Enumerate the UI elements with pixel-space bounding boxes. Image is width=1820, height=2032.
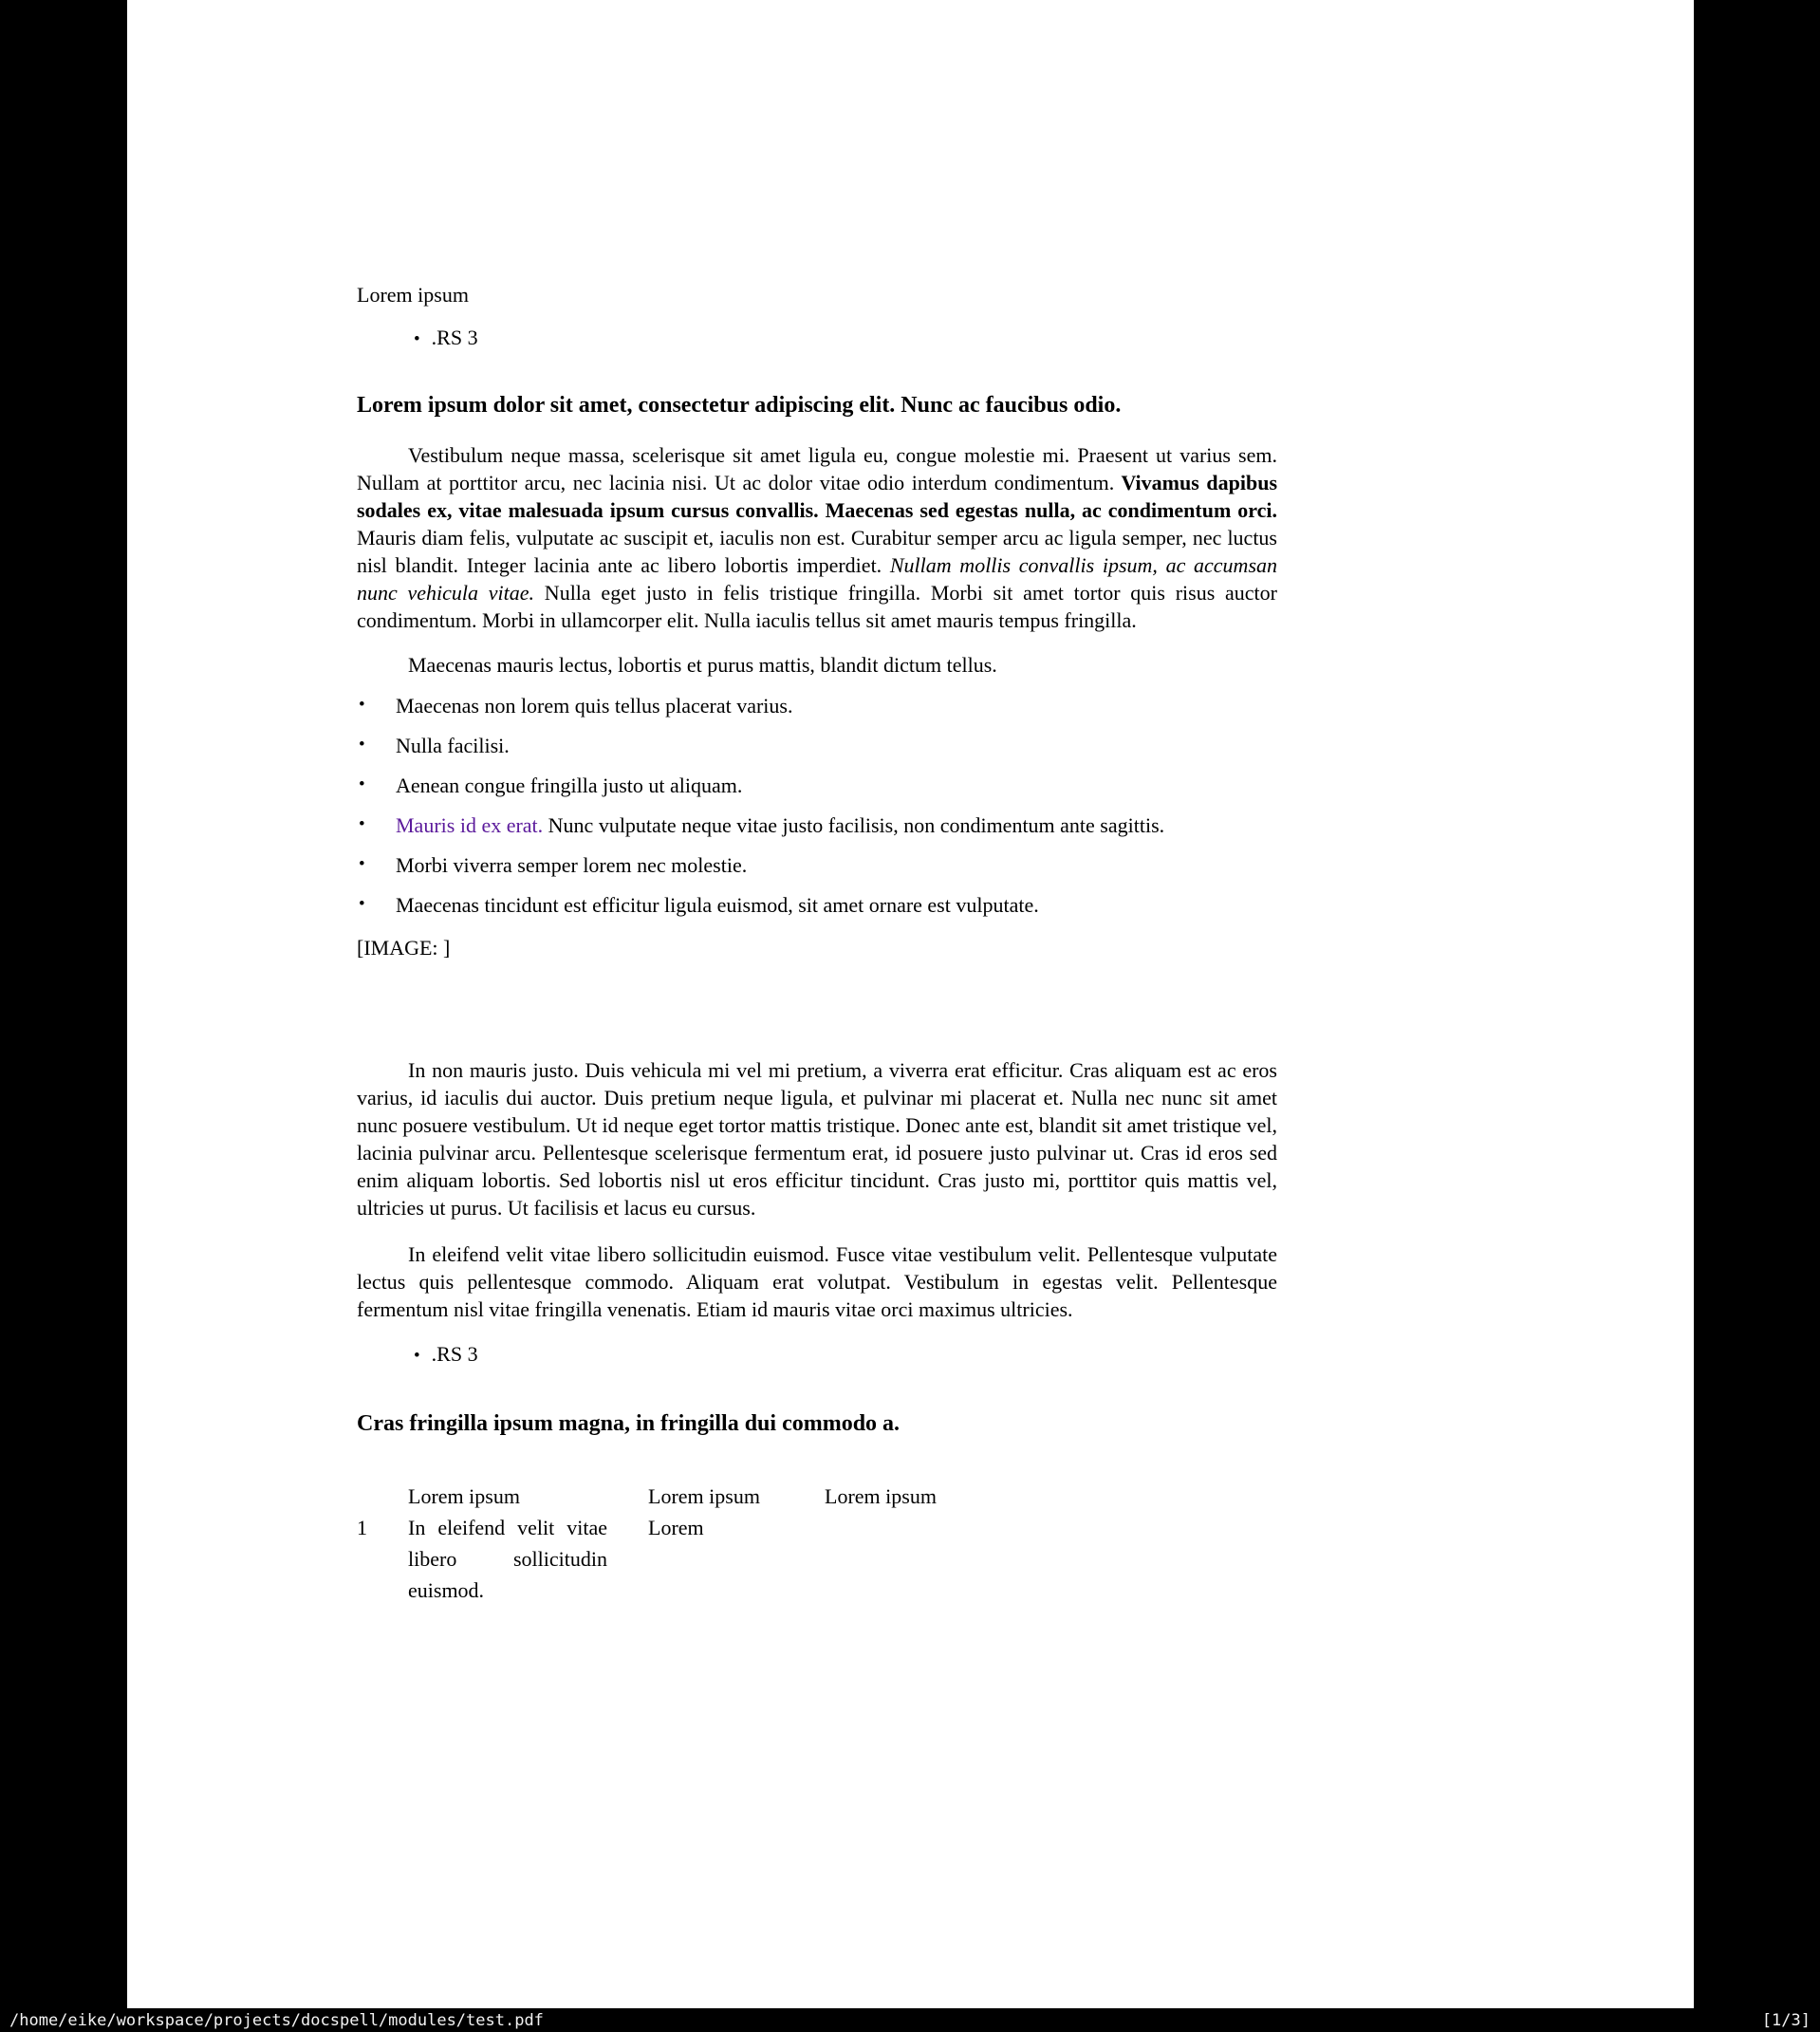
para1-normal-3: Nulla eget justo in felis tristique fringilla. Morbi sit amet tortor quis risus auctor condimentum. Morbi in ullamcorper elit. Nulla iaculis tellus sit amet mauris tempus fringilla. [357,581,1277,632]
list-item [357,692,1277,719]
table-cell-col1: In eleifend velit vitae libero sollicitudin euismod. [408,1516,607,1602]
list-item [357,891,1277,919]
data-table [357,1481,1277,1606]
para1-normal-2: Mauris diam felis, vulputate ac suscipit et, iaculis non est. Curabitur semper arcu ac ligula semper, nec luctus nisl blandit. Integer lacinia ante ac libero lobortis imperdiet. [357,526,1277,577]
bullet-icon: • [359,735,365,755]
bullet-icon: • [359,854,365,874]
bullet-icon: • [414,1346,420,1366]
bullet-icon: • [359,695,365,715]
statusbar-page-indicator: [1/3] [1761,2010,1811,2030]
list-item-text: Morbi viverra semper lorem nec molestie. [396,853,748,877]
image-placeholder: [IMAGE: ] [357,936,451,960]
table-cell-col2: Lorem [648,1516,704,1539]
section1-paragraph-3: In non mauris justo. Duis vehicula mi vel mi pretium, a viverra erat efficitur. Cras aliquam est ac eros varius, id iaculis dui auctor. Duis pretium neque ligula, et pulvinar mi placerat et. Nulla nec nunc sit amet nunc posuere vestibulum. Ut id neque eget tortor mattis tristique. Donec ante est, blandit sit amet tristique vel, lacinia pulvinar arcu. Pellentesque scelerisque fermentum erat, id posuere justo pulvinar ut. Cras id eros sed enim aliquam lobortis. Sed lobortis nisl ut eros efficitur tincidunt. Cras justo mi, porttitor quis mattis vel, ultricies ut purus. Ut facilisis et lacus eu cursus. [357,1058,1277,1220]
intro-label: Lorem ipsum [357,283,469,307]
para1-bold: Vivamus dapibus sodales ex, vitae malesuada ipsum cursus convallis. Maecenas sed egestas nulla, ac condimentum orci. [357,471,1277,522]
rs-label: .RS 3 [431,1342,478,1366]
list-item [357,851,1277,879]
list-item [357,772,1277,799]
section1-paragraph-2: Maecenas mauris lectus, lobortis et purus mattis, blandit dictum tellus. [408,653,997,677]
list-item-text: Nunc vulputate neque vitae justo facilisis, non condimentum ante sagittis. [543,813,1165,837]
statusbar-file-path: /home/eike/workspace/projects/docspell/modules/test.pdf [9,2010,544,2030]
para1-italic: Nullam mollis convallis ipsum, ac accumsan nunc vehicula vitae. [357,553,1278,605]
list-item-text: Maecenas tincidunt est efficitur ligula euismod, sit amet ornare est vulputate. [396,893,1039,917]
table-row-number: 1 [357,1516,367,1539]
list-item [357,732,1277,759]
section1-paragraph-1 [357,441,1277,634]
document-page[interactable] [127,0,1694,2008]
statusbar [0,2008,1820,2032]
list-item-text: Nulla facilisi. [396,734,510,757]
table-header-col2: Lorem ipsum [648,1484,760,1508]
list-item-text: Aenean congue fringilla justo ut aliquam. [396,774,743,797]
table-header-spacer [357,1481,408,1512]
section1-heading: Lorem ipsum dolor sit amet, consectetur adipiscing elit. Nunc ac faucibus odio. [357,393,1122,418]
document-content [357,0,1277,1606]
section1-paragraph-4: In eleifend velit vitae libero sollicitudin euismod. Fusce vitae vestibulum velit. Pellentesque vulputate lectus quis pellentesque commodo. Aliquam erat volutpat. Vestibulum in egestas velit. Pellentesque fermentum nisl vitae fringilla venenatis. Etiam id mauris vitae orci maximus ultricies. [357,1242,1277,1321]
para1-normal-1: Vestibulum neque massa, scelerisque sit amet ligula eu, congue molestie mi. Praesent ut varius sem. Nullam at porttitor arcu, nec lacinia nisi. Ut ac dolor vitae odio interdum condimentum. [357,443,1277,494]
bullet-icon: • [414,329,420,349]
bullet-icon: • [359,814,365,834]
table-cell-col3 [825,1512,1277,1606]
pdf-link[interactable]: Mauris id ex erat. [396,813,544,837]
bullet-icon: • [359,774,365,794]
list-item [357,811,1277,839]
section2-heading: Cras fringilla ipsum magna, in fringilla dui commodo a. [357,1411,901,1436]
rs-label: .RS 3 [431,326,478,349]
table-header-col3: Lorem ipsum [825,1484,937,1508]
bullet-list [357,692,1277,919]
table-header-col1: Lorem ipsum [408,1484,520,1508]
list-item-text: Maecenas non lorem quis tellus placerat varius. [396,694,793,718]
rs-bullet-item-1 [414,324,1277,353]
bullet-icon: • [359,894,365,914]
rs-bullet-item-2 [414,1340,1277,1370]
